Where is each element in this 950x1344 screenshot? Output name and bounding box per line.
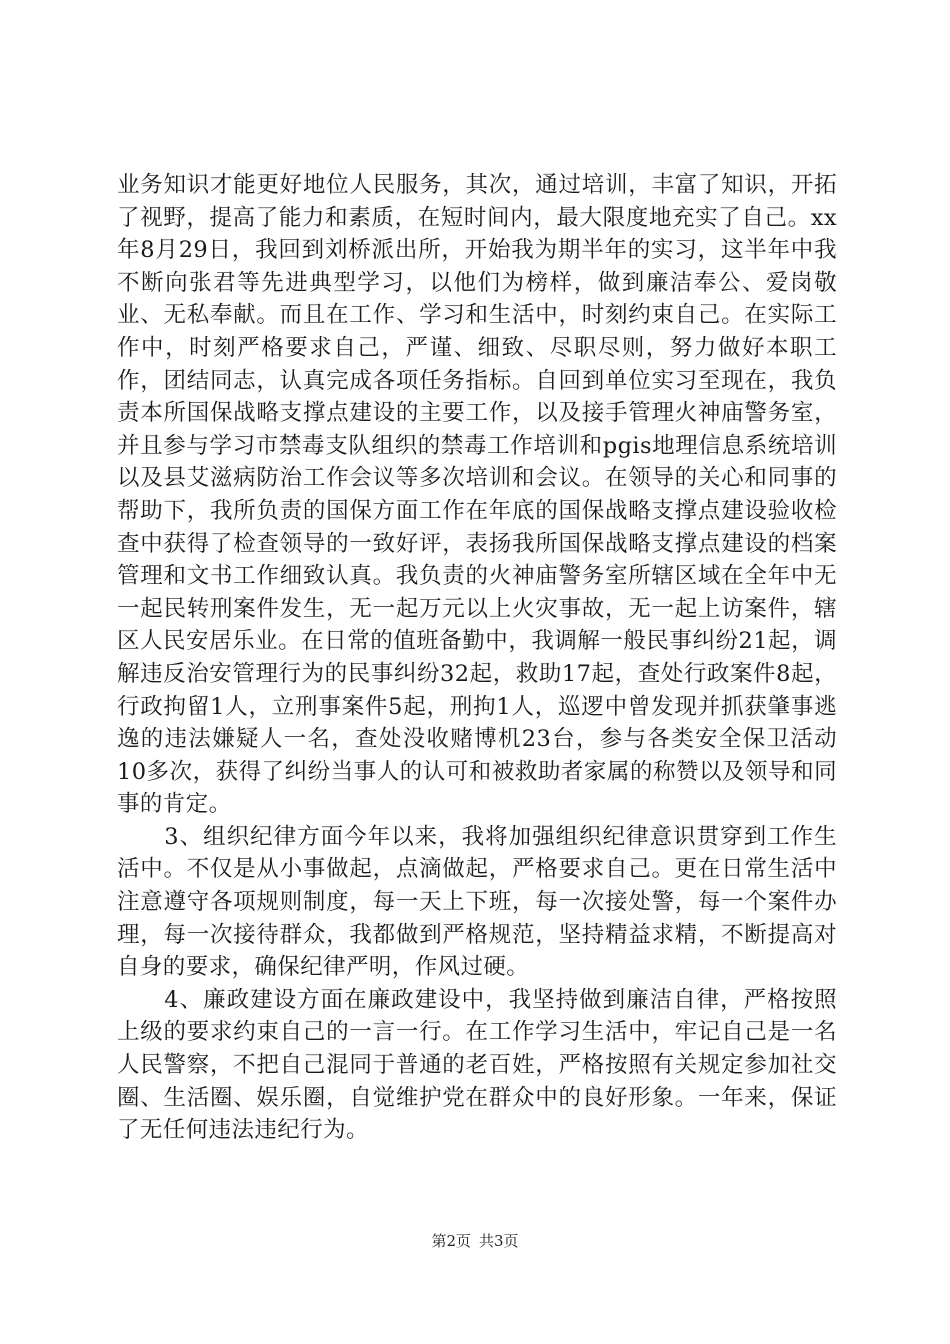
paragraph-organizational-discipline: 3、组织纪律方面今年以来，我将加强组织纪律意识贯穿到工作生活中。不仅是从小事做起，点滴做起，严格要求自己。更在日常生活中注意遵守各项规则制度，每一天上下班，每一次接处警，每一个案件办理，每一次接待群众，我都做到严格规范，坚持精益求精，不断提高对自身的要求，确保纪律严明，作风过硬。 xyxy=(117,823,837,981)
page-total: 共3页 xyxy=(479,1232,519,1250)
document-body xyxy=(117,169,837,1147)
paragraph-integrity-building: 4、廉政建设方面在廉政建设中，我坚持做到廉洁自律，严格按照上级的要求约束自己的一言一行。在工作学习生活中，牢记自己是一名人民警察，不把自己混同于普通的老百姓，严格按照有关规定参加社交圈、生活圈、娱乐圈，自觉维护党在群众中的良好形象。一年来，保证了无任何违法违纪行为。 xyxy=(117,986,837,1144)
page-number: 第2页 xyxy=(431,1232,471,1250)
paragraph-continuation: 业务知识才能更好地位人民服务，其次，通过培训，丰富了知识，开拓了视野，提高了能力和素质，在短时间内，最大限度地充实了自己。xx年8月29日，我回到刘桥派出所，开始我为期半年的实习，这半年中我不断向张君等先进典型学习，以他们为榜样，做到廉洁奉公、爱岗敬业、无私奉献。而且在工作、学习和生活中，时刻约束自己。在实际工作中，时刻严格要求自己，严谨、细致、尽职尽则，努力做好本职工作，团结同志，认真完成各项任务指标。自回到单位实习至现在，我负责本所国保战略支撑点建设的主要工作，以及接手管理火神庙警务室，并且参与学习市禁毒支队组织的禁毒工作培训和pgis地理信息系统培训以及县艾滋病防治工作会议等多次培训和会议。在领导的关心和同事的帮助下，我所负责的国保方面工作在年底的国保战略支撑点建设验收检查中获得了检查领导的一致好评，表扬我所国保战略支撑点建设的档案管理和文书工作细致认真。我负责的火神庙警务室所辖区域在全年中无一起民转刑案件发生，无一起万元以上火灾事故，无一起上访案件，辖区人民安居乐业。在日常的值班备勤中，我调解一般民事纠纷21起，调解违反治安管理行为的民事纠纷32起，救助17起，查处行政案件8起，行政拘留1人，立刑事案件5起，刑拘1人，巡逻中曾发现并抓获肇事逃逸的违法嫌疑人一名，查处没收赌博机23台，参与各类安全保卫活动10多次，获得了纠纷当事人的认可和被救助者家属的称赞以及领导和同事的肯定。 xyxy=(117,172,837,818)
page-footer xyxy=(0,1230,950,1251)
